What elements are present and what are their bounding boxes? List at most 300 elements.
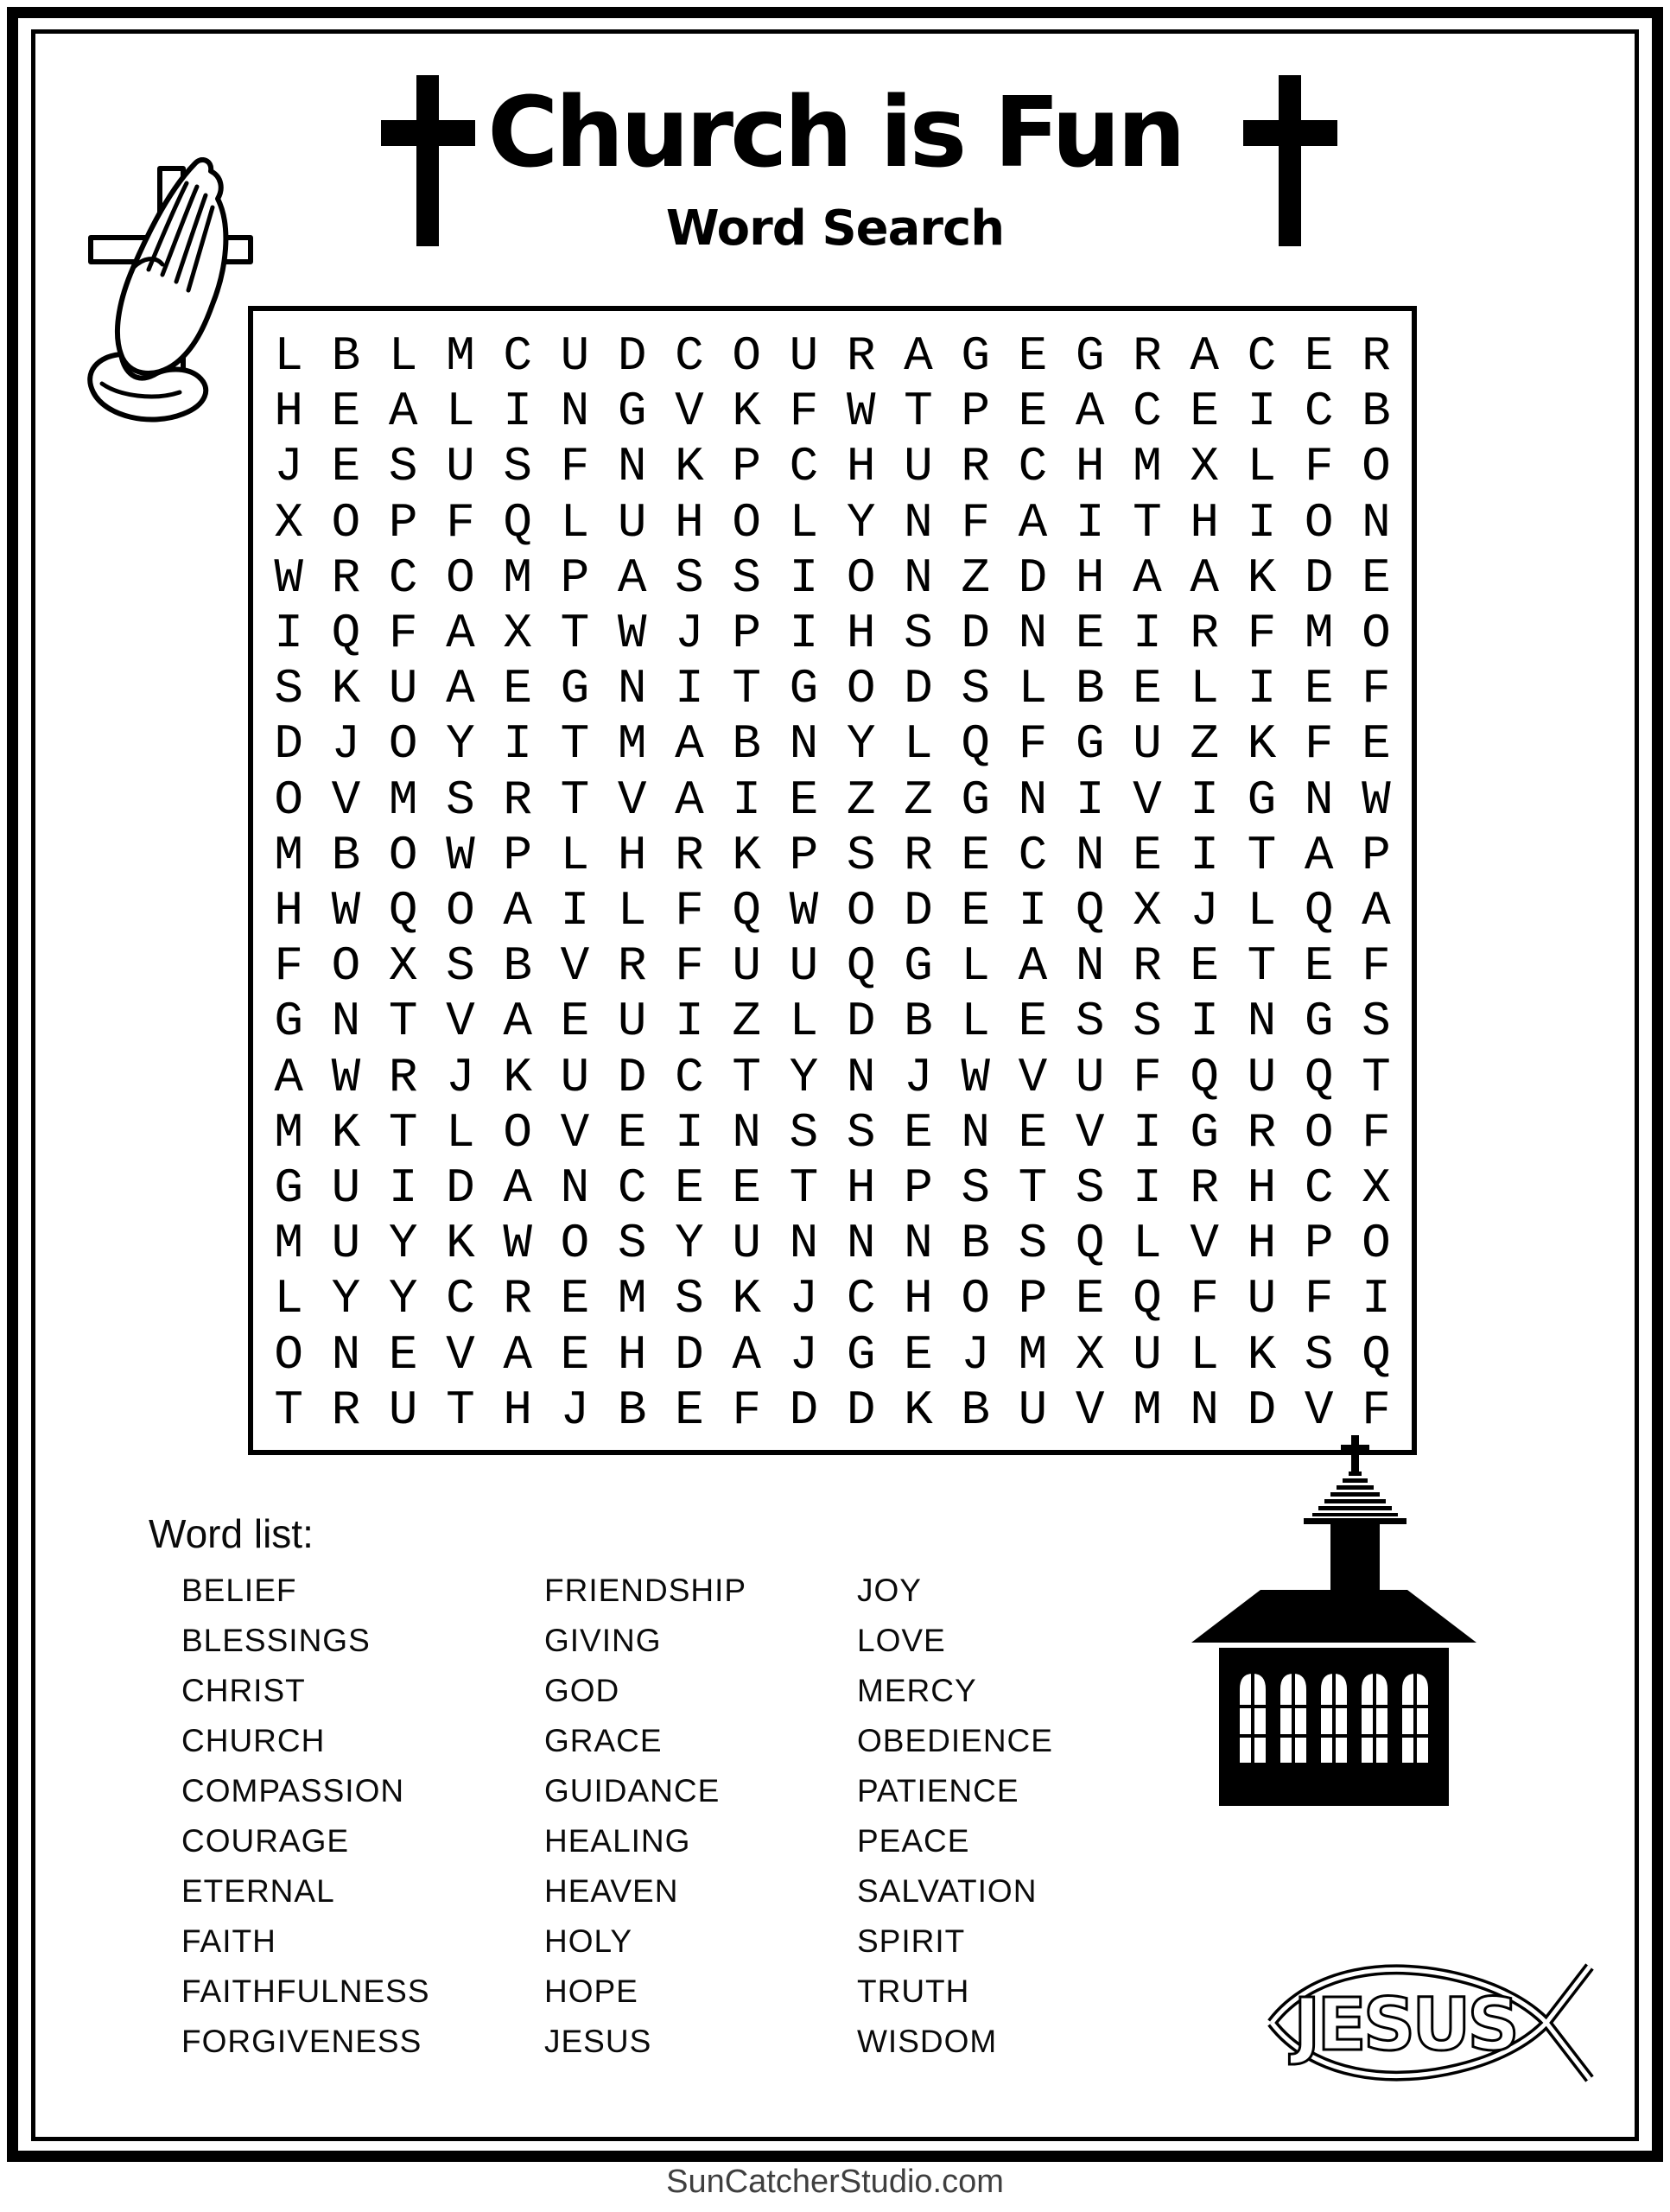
grid-letter: J: [904, 1049, 933, 1105]
grid-letter: B: [617, 1382, 647, 1438]
grid-letter: E: [331, 439, 361, 495]
word-list-item: COURAGE: [181, 1823, 350, 1859]
grid-letter: M: [446, 328, 475, 385]
grid-letter: J: [274, 439, 303, 495]
grid-letter: F: [446, 494, 475, 550]
grid-letter: V: [560, 938, 590, 995]
grid-letter: E: [617, 1104, 647, 1160]
grid-letter: R: [1190, 1160, 1219, 1217]
word-list-item: FAITHFULNESS: [181, 1974, 430, 2009]
grid-letter: D: [904, 883, 933, 939]
grid-letter: O: [388, 827, 418, 883]
grid-letter: W: [331, 883, 361, 939]
grid-letter: R: [331, 550, 361, 606]
grid-letter: D: [617, 1049, 647, 1105]
grid-letter: G: [789, 661, 819, 717]
grid-letter: F: [274, 938, 303, 995]
grid-letter: I: [789, 606, 819, 662]
grid-letter: S: [446, 772, 475, 828]
grid-letter: W: [961, 1049, 990, 1105]
grid-letter: I: [1190, 827, 1219, 883]
grid-letter: N: [560, 1160, 590, 1217]
word-list-item: GRACE: [544, 1723, 663, 1758]
grid-letter: F: [675, 938, 704, 995]
grid-letter: J: [446, 1049, 475, 1105]
grid-letter: L: [1133, 1216, 1162, 1272]
grid-letter: B: [904, 994, 933, 1050]
grid-letter: N: [789, 1216, 819, 1272]
grid-letter: R: [1362, 328, 1391, 385]
grid-letter: C: [446, 1271, 475, 1327]
grid-letter: F: [1362, 938, 1391, 995]
grid-letter: U: [1133, 1326, 1162, 1382]
grid-letter: C: [846, 1271, 876, 1327]
grid-letter: H: [1247, 1160, 1277, 1217]
grid-letter: H: [274, 883, 303, 939]
grid-letter: X: [503, 606, 532, 662]
grid-letter: F: [1190, 1271, 1219, 1327]
grid-letter: L: [1247, 883, 1277, 939]
word-list-item: SALVATION: [857, 1873, 1038, 1909]
grid-letter: S: [1018, 1216, 1048, 1272]
word-list-column: [544, 1566, 746, 2067]
grid-letter: O: [446, 883, 475, 939]
grid-letter: V: [1133, 772, 1162, 828]
grid-letter: V: [1075, 1382, 1105, 1438]
footer-site-text: SunCatcherStudio.com: [666, 2164, 1004, 2200]
grid-letter: E: [1133, 661, 1162, 717]
grid-letter: L: [274, 328, 303, 385]
grid-letter: Y: [846, 494, 876, 550]
grid-letter: I: [1018, 883, 1048, 939]
grid-letter: T: [732, 661, 761, 717]
grid-letter: Y: [388, 1216, 418, 1272]
grid-letter: H: [617, 827, 647, 883]
grid-letter: T: [274, 1382, 303, 1438]
grid-letter: K: [331, 661, 361, 717]
grid-letter: N: [846, 1216, 876, 1272]
grid-letter: Q: [1075, 1216, 1105, 1272]
grid-letter: I: [274, 606, 303, 662]
grid-letter: S: [789, 1104, 819, 1160]
grid-letter: S: [446, 938, 475, 995]
grid-letter: M: [1133, 1382, 1162, 1438]
grid-letter: E: [961, 883, 990, 939]
grid-letter: K: [732, 827, 761, 883]
grid-letter: R: [1133, 938, 1162, 995]
word-list-column: [857, 1566, 1053, 2067]
grid-letter: B: [732, 716, 761, 772]
grid-letter: O: [1362, 439, 1391, 495]
grid-letter: O: [560, 1216, 590, 1272]
grid-letter: H: [846, 1160, 876, 1217]
grid-letter: Z: [904, 772, 933, 828]
grid-letter: N: [789, 716, 819, 772]
grid-letter: I: [1247, 494, 1277, 550]
word-list-item: MERCY: [857, 1673, 977, 1708]
grid-letter: F: [1304, 1271, 1334, 1327]
grid-letter: Q: [846, 938, 876, 995]
grid-letter: E: [904, 1104, 933, 1160]
grid-letter: L: [446, 384, 475, 440]
grid-letter: D: [617, 328, 647, 385]
grid-letter: L: [274, 1271, 303, 1327]
grid-letter: M: [274, 1216, 303, 1272]
grid-letter: O: [1362, 606, 1391, 662]
word-list-item: SPIRIT: [857, 1923, 966, 1959]
grid-letter: O: [274, 772, 303, 828]
grid-letter: S: [846, 827, 876, 883]
grid-letter: O: [732, 328, 761, 385]
grid-letter: B: [1362, 384, 1391, 440]
grid-letter: T: [1133, 494, 1162, 550]
grid-letter: E: [503, 661, 532, 717]
grid-letter: R: [617, 938, 647, 995]
grid-letter: W: [846, 384, 876, 440]
grid-letter: T: [1018, 1160, 1048, 1217]
grid-letter: W: [789, 883, 819, 939]
word-list-item: JESUS: [544, 2024, 652, 2059]
grid-letter: B: [961, 1216, 990, 1272]
grid-letter: A: [1133, 550, 1162, 606]
grid-letter: O: [503, 1104, 532, 1160]
grid-letter: M: [1018, 1326, 1048, 1382]
grid-letter: H: [846, 606, 876, 662]
grid-letter: N: [1018, 606, 1048, 662]
grid-letter: U: [331, 1160, 361, 1217]
grid-letter: A: [1075, 384, 1105, 440]
grid-letter: D: [846, 994, 876, 1050]
word-list-item: BLESSINGS: [181, 1623, 371, 1658]
grid-letter: I: [732, 772, 761, 828]
grid-letter: H: [846, 439, 876, 495]
grid-letter: N: [1190, 1382, 1219, 1438]
grid-letter: R: [904, 827, 933, 883]
word-list-item: HEALING: [544, 1823, 691, 1859]
grid-letter: E: [904, 1326, 933, 1382]
grid-letter: V: [331, 772, 361, 828]
grid-letter: N: [331, 1326, 361, 1382]
grid-letter: G: [1190, 1104, 1219, 1160]
grid-letter: N: [1362, 494, 1391, 550]
praying-hands-icon: [67, 157, 257, 434]
word-list-item: JOY: [857, 1573, 922, 1608]
grid-letter: I: [675, 661, 704, 717]
grid-letter: C: [1304, 384, 1334, 440]
grid-letter: O: [961, 1271, 990, 1327]
grid-letter: K: [1247, 1326, 1277, 1382]
grid-letter: U: [446, 439, 475, 495]
grid-letter: Y: [675, 1216, 704, 1272]
grid-letter: E: [675, 1160, 704, 1217]
grid-letter: B: [331, 827, 361, 883]
grid-letter: K: [1247, 550, 1277, 606]
grid-letter: X: [1133, 883, 1162, 939]
grid-letter: R: [675, 827, 704, 883]
grid-letter: Q: [388, 883, 418, 939]
grid-letter: W: [446, 827, 475, 883]
grid-letter: S: [1075, 994, 1105, 1050]
grid-letter: A: [732, 1326, 761, 1382]
grid-letter: J: [789, 1271, 819, 1327]
grid-letter: I: [1075, 772, 1105, 828]
grid-letter: O: [1362, 1216, 1391, 1272]
grid-letter: U: [1075, 1049, 1105, 1105]
grid-letter: K: [503, 1049, 532, 1105]
grid-letter: C: [388, 550, 418, 606]
grid-letter: L: [560, 827, 590, 883]
grid-letter: I: [1133, 606, 1162, 662]
grid-letter: A: [1018, 938, 1048, 995]
grid-letter: I: [1362, 1271, 1391, 1327]
grid-letter: D: [904, 661, 933, 717]
grid-letter: M: [274, 827, 303, 883]
grid-letter: F: [1247, 606, 1277, 662]
grid-letter: O: [732, 494, 761, 550]
grid-letter: E: [1190, 384, 1219, 440]
grid-letter: F: [1362, 661, 1391, 717]
grid-letter: M: [1133, 439, 1162, 495]
grid-letter: A: [503, 883, 532, 939]
jesus-fish-label: JESUS: [1293, 1982, 1516, 2067]
grid-letter: Q: [1133, 1271, 1162, 1327]
grid-letter: L: [1247, 439, 1277, 495]
grid-letter: Y: [846, 716, 876, 772]
grid-letter: Q: [1190, 1049, 1219, 1105]
grid-letter: E: [331, 384, 361, 440]
grid-letter: E: [388, 1326, 418, 1382]
page-title: Church is Fun: [487, 77, 1183, 189]
grid-letter: Q: [961, 716, 990, 772]
grid-letter: Q: [1075, 883, 1105, 939]
grid-letter: N: [904, 550, 933, 606]
grid-letter: N: [732, 1104, 761, 1160]
grid-letter: I: [1190, 772, 1219, 828]
grid-letter: L: [904, 716, 933, 772]
grid-letter: S: [1133, 994, 1162, 1050]
grid-letter: A: [1304, 827, 1334, 883]
grid-letter: Y: [388, 1271, 418, 1327]
grid-letter: R: [961, 439, 990, 495]
grid-letter: O: [846, 550, 876, 606]
word-list-item: PEACE: [857, 1823, 970, 1859]
grid-letter: V: [617, 772, 647, 828]
grid-letter: Y: [331, 1271, 361, 1327]
word-list-item: HOPE: [544, 1974, 638, 2009]
grid-letter: U: [789, 328, 819, 385]
grid-letter: P: [789, 827, 819, 883]
grid-letter: U: [1247, 1271, 1277, 1327]
grid-letter: T: [732, 1049, 761, 1105]
grid-letter: O: [274, 1326, 303, 1382]
grid-letter: X: [274, 494, 303, 550]
grid-letter: H: [1190, 494, 1219, 550]
grid-letter: T: [560, 716, 590, 772]
grid-letter: O: [446, 550, 475, 606]
grid-letter: L: [1018, 661, 1048, 717]
grid-letter: U: [388, 1382, 418, 1438]
grid-letter: N: [1075, 938, 1105, 995]
grid-letter: V: [446, 994, 475, 1050]
grid-letter: A: [446, 661, 475, 717]
grid-letter: D: [961, 606, 990, 662]
grid-letter: I: [1247, 661, 1277, 717]
grid-letter: G: [1075, 328, 1105, 385]
grid-letter: V: [446, 1326, 475, 1382]
grid-letter: I: [1190, 994, 1219, 1050]
grid-letter: Q: [503, 494, 532, 550]
grid-letter: G: [904, 938, 933, 995]
grid-letter: J: [675, 606, 704, 662]
grid-letter: X: [388, 938, 418, 995]
jesus-fish-icon: [1260, 1949, 1597, 2096]
grid-letter: F: [1304, 439, 1334, 495]
grid-letter: F: [388, 606, 418, 662]
grid-letter: A: [1190, 328, 1219, 385]
grid-letter: C: [617, 1160, 647, 1217]
church-icon: [1184, 1427, 1482, 1812]
grid-letter: A: [1362, 883, 1391, 939]
word-list-item: LOVE: [857, 1623, 946, 1658]
grid-letter: E: [789, 772, 819, 828]
grid-letter: L: [446, 1104, 475, 1160]
grid-letter: T: [560, 772, 590, 828]
grid-letter: L: [1190, 1326, 1219, 1382]
word-list-item: CHURCH: [181, 1723, 326, 1758]
grid-letter: S: [388, 439, 418, 495]
grid-letter: E: [560, 1326, 590, 1382]
grid-letter: U: [560, 1049, 590, 1105]
grid-letter: Y: [446, 716, 475, 772]
grid-letter: F: [732, 1382, 761, 1438]
grid-letter: T: [904, 384, 933, 440]
grid-letter: D: [675, 1326, 704, 1382]
grid-letter: G: [617, 384, 647, 440]
grid-letter: N: [331, 994, 361, 1050]
grid-letter: H: [675, 494, 704, 550]
grid-letter: L: [961, 938, 990, 995]
grid-letter: S: [617, 1216, 647, 1272]
grid-letter: U: [388, 661, 418, 717]
grid-letter: C: [1304, 1160, 1334, 1217]
grid-letter: U: [331, 1216, 361, 1272]
word-list-item: COMPASSION: [181, 1773, 405, 1808]
grid-letter: I: [675, 1104, 704, 1160]
grid-letter: D: [1304, 550, 1334, 606]
grid-letter: A: [1018, 494, 1048, 550]
grid-letter: O: [1304, 494, 1334, 550]
grid-letter: F: [560, 439, 590, 495]
grid-letter: F: [1362, 1104, 1391, 1160]
grid-letter: Y: [789, 1049, 819, 1105]
grid-letter: H: [1075, 439, 1105, 495]
grid-letter: K: [331, 1104, 361, 1160]
grid-letter: N: [617, 661, 647, 717]
grid-letter: N: [846, 1049, 876, 1105]
grid-letter: K: [732, 1271, 761, 1327]
grid-letter: F: [1018, 716, 1048, 772]
grid-letter: W: [1362, 772, 1391, 828]
grid-letter: E: [1075, 606, 1105, 662]
grid-letter: E: [1075, 1271, 1105, 1327]
grid-letter: I: [789, 550, 819, 606]
grid-letter: N: [961, 1104, 990, 1160]
grid-letter: R: [1133, 328, 1162, 385]
grid-letter: I: [1075, 494, 1105, 550]
grid-letter: T: [388, 994, 418, 1050]
grid-letter: A: [1190, 550, 1219, 606]
word-list-item: CHRIST: [181, 1673, 306, 1708]
grid-letter: N: [1304, 772, 1334, 828]
grid-letter: H: [1075, 550, 1105, 606]
grid-letter: E: [1018, 384, 1048, 440]
grid-letter: W: [331, 1049, 361, 1105]
grid-letter: A: [503, 1326, 532, 1382]
grid-letter: J: [331, 716, 361, 772]
grid-letter: A: [675, 716, 704, 772]
grid-letter: L: [560, 494, 590, 550]
grid-letter: E: [1133, 827, 1162, 883]
word-list-item: BELIEF: [181, 1573, 297, 1608]
grid-letter: Z: [732, 994, 761, 1050]
grid-letter: U: [617, 994, 647, 1050]
grid-letter: S: [1362, 994, 1391, 1050]
grid-letter: K: [1247, 716, 1277, 772]
grid-letter: C: [503, 328, 532, 385]
grid-letter: F: [961, 494, 990, 550]
grid-letter: N: [1018, 772, 1048, 828]
grid-letter: M: [1304, 606, 1334, 662]
grid-letter: S: [961, 1160, 990, 1217]
grid-letter: I: [503, 384, 532, 440]
grid-letter: D: [446, 1160, 475, 1217]
grid-letter: C: [1018, 439, 1048, 495]
word-list-item: HOLY: [544, 1923, 633, 1959]
grid-letter: G: [274, 1160, 303, 1217]
grid-letter: I: [1133, 1160, 1162, 1217]
grid-letter: A: [503, 994, 532, 1050]
grid-letter: C: [1133, 384, 1162, 440]
grid-letter: S: [675, 550, 704, 606]
grid-letter: C: [675, 328, 704, 385]
grid-letter: C: [789, 439, 819, 495]
grid-letter: C: [1247, 328, 1277, 385]
grid-letter: E: [961, 827, 990, 883]
grid-letter: H: [617, 1326, 647, 1382]
grid-letter: A: [675, 772, 704, 828]
grid-letter: I: [1247, 384, 1277, 440]
grid-letter: B: [331, 328, 361, 385]
grid-letter: Z: [961, 550, 990, 606]
word-list-item: FAITH: [181, 1923, 276, 1959]
word-list-item: FRIENDSHIP: [544, 1573, 747, 1608]
grid-letter: E: [1018, 1104, 1048, 1160]
word-list-item: ETERNAL: [181, 1873, 335, 1909]
grid-letter: O: [331, 494, 361, 550]
grid-letter: Q: [1304, 883, 1334, 939]
grid-letter: V: [675, 384, 704, 440]
grid-letter: V: [1018, 1049, 1048, 1105]
grid-letter: T: [1247, 827, 1277, 883]
grid-letter: A: [904, 328, 933, 385]
grid-letter: K: [904, 1382, 933, 1438]
grid-letter: L: [388, 328, 418, 385]
grid-letter: T: [789, 1160, 819, 1217]
grid-letter: K: [446, 1216, 475, 1272]
grid-letter: X: [1362, 1160, 1391, 1217]
grid-letter: T: [1247, 938, 1277, 995]
grid-letter: U: [904, 439, 933, 495]
